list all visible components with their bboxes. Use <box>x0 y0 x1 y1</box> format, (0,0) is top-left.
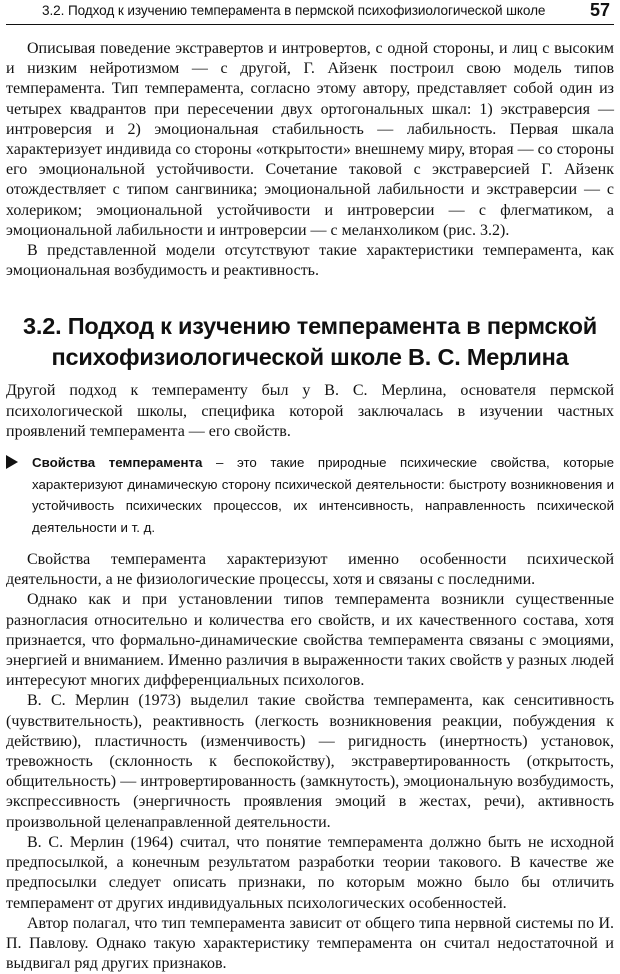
definition-block <box>6 452 614 538</box>
section-heading-line2: психофизиологической школе В. С. Мерлина <box>51 344 569 371</box>
paragraph-pavlov-type: Автор полагал, что тип темперамента зависит от общего типа нервной системы по И. П. Павлову. Однако такую характеристику темперамента он считал недостаточной и выдвигал ряд других признаков. <box>6 914 614 973</box>
paragraph-properties-character: Свойства темперамента характеризуют именно особенности психической деятельности, а не физиологические процессы, хотя и связаны с последними. <box>6 551 614 589</box>
definition-term: Свойства темперамента <box>32 455 203 471</box>
definition-text: – это такие природные психические свойства, которые характеризуют динамическую сторону психической деятельности: быстроту возникновения и устойчивость психических процессов, их интенсивность, направленность психической деятельности и т. д. <box>32 455 615 535</box>
page-number: 57 <box>589 0 610 20</box>
paragraph-model-limitations: В представленной модели отсутствуют такие характеристики темперамента, как эмоциональная возбудимость и реактивность. <box>6 242 614 280</box>
running-head <box>6 0 614 25</box>
paragraph-merlin-1973: В. С. Мерлин (1973) выделил такие свойства темперамента, как сенситивность (чувствительность), реактивность (легкость возникновения реакции, побуждения к действию), пластичность (изменчивость) — ригидность (инертность) установок, тревожность (склонность к беспокойству), экстравертированность (открытость, общительность) — интровертированность (замкнутость), эмоциональную возбудимость, экспрессивность (энергичность проявления эмоций в жестах, речи), активность произвольной целенаправленной деятельности. <box>6 692 614 831</box>
triangle-bullet-icon <box>6 455 18 469</box>
paragraph-eysenck-model: Описывая поведение экстравертов и интровертов, с одной стороны, и лиц с высоким и низким нейротизмом — с другой, Г. Айзенк построил свою модель типов темперамента. Тип темперамента, согласно этому автору, представляет собой один из четырех квадрантов при пересечении двух ортогональных шкал: 1) экстраверсия — интроверсия и 2) эмоциональная стабильность — лабильность. Первая шкала характеризует индивида со стороны «открытости» внешнему миру, вторая — со стороны его эмоциональной устойчивости. Сочетание таковой с экстраверсией Г. Айзенк отождествляет с типом сангвиника; эмоциональной лабильности и экстраверсии — с холериком; эмоциональной устойчивости и интроверсии — с флегматиком, а эмоциональной лабильности и интроверсии — с меланхоликом (рис. 3.2). <box>6 40 614 239</box>
intro-text <box>6 39 614 281</box>
paragraph-disagreements: Однако как и при установлении типов темперамента возникли существенные разногласия относительно и количества его свойств, и их качественного состава, хотя признается, что формально-динамические свойства темперамента связаны с эмоциями, энергией и вниманием. Именно различия в выраженности таких свойств у разных людей интересуют многих дифференциальных психологов. <box>6 591 615 690</box>
section-heading <box>6 311 614 373</box>
body-text <box>6 550 614 974</box>
paragraph-merlin-1964: В. С. Мерлин (1964) считал, что понятие темперамента должно быть не исходной предпосылкой, а конечным результатом разработки теории такового. В качестве же предпосылки следует описать признаки, по которым можно было бы отличить темперамент от других индивидуальных психологических особенностей. <box>6 833 614 912</box>
section-lead-paragraph: Другой подход к темпераменту был у В. С. Мерлина, основателя пермской психологической школы, специфика которой заключалась в изучении частных проявлений темперамента — его свойств. <box>6 382 614 440</box>
running-head-title: 3.2. Подход к изучению темперамента в пермской психофизиологической школе <box>42 3 546 18</box>
section-heading-line1: 3.2. Подход к изучению темперамента в пермской <box>23 313 597 340</box>
